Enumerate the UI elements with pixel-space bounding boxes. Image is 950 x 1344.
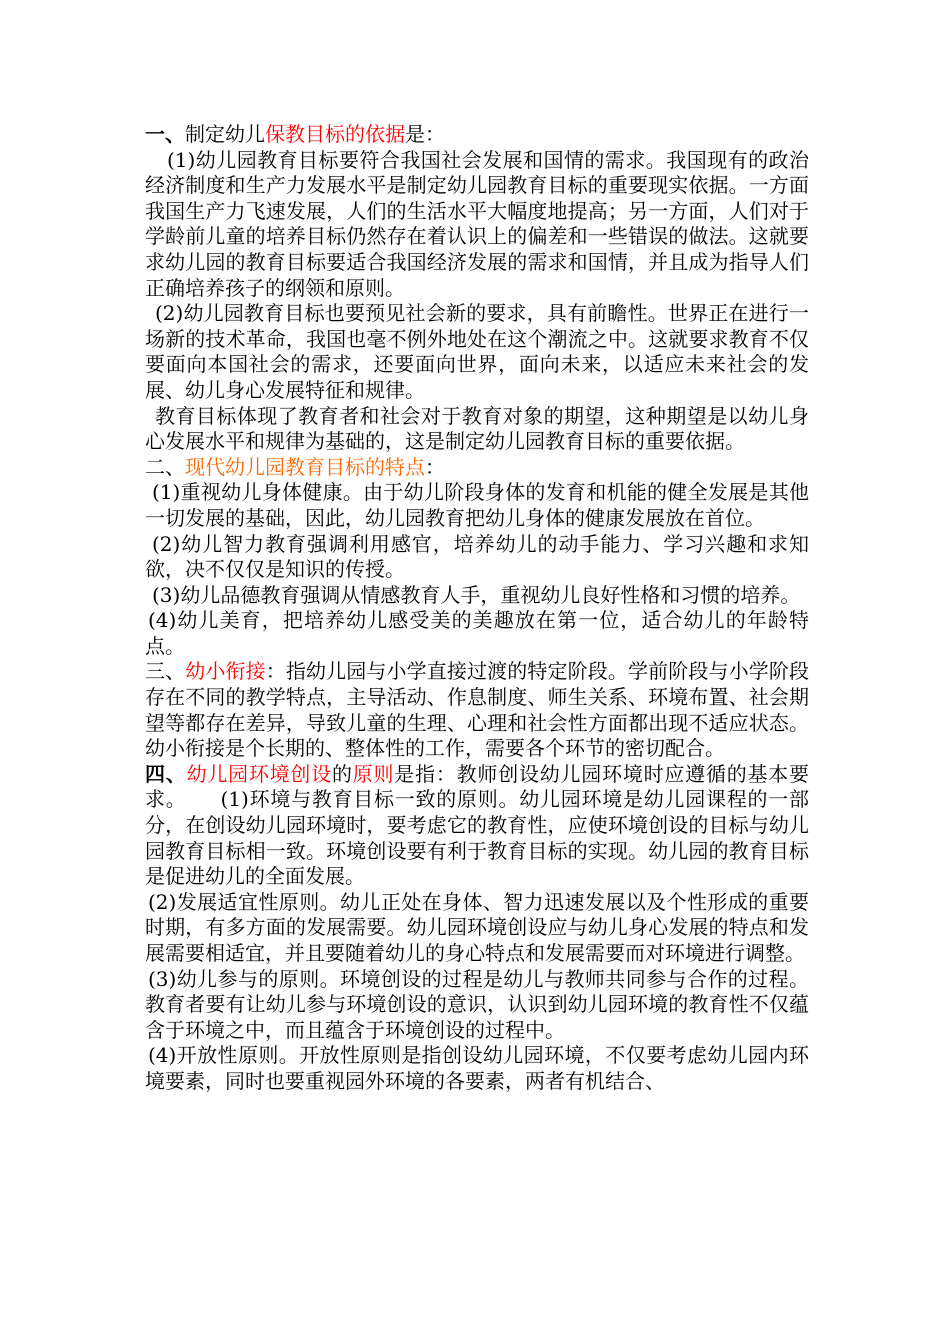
section-2-paragraph-4 (145, 608, 809, 659)
section-4-heading-highlight-2: 原则 (352, 761, 395, 786)
section-2-paragraph-4-text: (4)幼儿美育，把培养幼儿感受美的美趣放在第一位，适合幼儿的年龄特点。 (145, 608, 809, 658)
section-4-paragraph-3 (145, 967, 809, 1044)
section-3-number: 三、 (145, 659, 186, 684)
section-1-paragraph-3 (145, 404, 809, 455)
section-2-paragraph-1 (145, 480, 809, 531)
section-1-heading (145, 122, 809, 148)
section-3-text: ：指幼儿园与小学直接过渡的特定阶段。学前阶段与小学阶段存在不同的教学特点，主导活动、作息制度、师生关系、环境布置、社会期望等都存在差异，导致儿童的生理、心理和社会性方面都出现不适应状态。幼小衔接是个长期的、整体性的工作，需要各个环节的密切配合。 (145, 659, 809, 761)
section-3-heading-highlight: 幼小衔接 (185, 659, 266, 684)
section-2-heading (145, 455, 809, 481)
section-1-paragraph-2 (145, 301, 809, 403)
section-2-heading-highlight: 现代幼儿园教育目标的特点 (185, 454, 425, 479)
section-4-paragraph-1-text: (1)环境与教育目标一致的原则。幼儿园环境是幼儿园课程的一部分，在创设幼儿园环境时，要考虑它的教育性，应使环境创设的目标与幼儿园教育目标相一致。环境创设要有利于教育目标的实现。幼儿园的教育目标是促进幼儿的全面发展。 (145, 787, 809, 889)
section-1-number: 一、 (145, 122, 185, 146)
section-1-paragraph-2-text: (2)幼儿园教育目标也要预见社会新的要求，具有前瞻性。世界正在进行一场新的技术革命，我国也毫不例外地处在这个潮流之中。这就要求教育不仅要面向本国社会的需求，还要面向世界，面向未来，以适应未来社会的发展、幼儿身心发展特征和规律。 (145, 301, 809, 402)
section-2-paragraph-3-text: (3)幼儿品德教育强调从情感教育人手，重视幼儿良好性格和习惯的培养。 (152, 582, 801, 607)
document-body (145, 122, 809, 1095)
section-1-heading-pre: 制定幼儿 (185, 122, 265, 146)
section-4-paragraph-2 (145, 890, 809, 967)
section-4-paragraph-1 (145, 762, 809, 890)
section-4-paragraph-2-text: (2)发展适宜性原则。幼儿正处在身体、智力迅速发展以及个性形成的重要时期，有多方面的发展需要。幼儿园环境创设应与幼儿身心发展的特点和发展需要相适宜，并且要随着幼儿的身心特点和发展需要而对环境进行调整。 (145, 889, 809, 965)
section-4-paragraph-4-text: (4)开放性原则。开放性原则是指创设幼儿园环境，不仅要考虑幼儿园内环境要素，同时也要重视园外环境的各要素，两者有机结合、 (145, 1043, 809, 1093)
section-1-paragraph-1-text: (1)幼儿园教育目标要符合我国社会发展和国情的需求。我国现有的政治经济制度和生产力发展水平是制定幼儿园教育目标的重要现实依据。一方面我国生产力飞速发展，人们的生活水平大幅度地提高；另一方面，人们对于学龄前儿童的培养目标仍然存在着认识上的偏差和一些错误的做法。这就要求幼儿园的教育目标要适合我国经济发展的需求和国情，并且成为指导人们正确培养孩子的纲领和原则。 (145, 147, 809, 300)
section-2-heading-post: ： (425, 454, 445, 479)
section-3-paragraph (145, 659, 809, 761)
section-4-heading-highlight-1: 幼儿园环境创设 (186, 761, 332, 786)
section-4-paragraph-3-text: (3)幼儿参与的原则。环境创设的过程是幼儿与教师共同参与合作的过程。教育者要有让幼儿参与环境创设的意识，认识到幼儿园环境的教育性不仅蕴含于环境之中，而且蕴含于环境创设的过程中。 (145, 966, 809, 1042)
section-1-paragraph-3-text: 教育目标体现了教育者和社会对于教育对象的期望，这种期望是以幼儿身心发展水平和规律为基础的，这是制定幼儿园教育目标的重要依据。 (145, 403, 809, 454)
section-1-heading-highlight: 保教目标的依据 (265, 122, 405, 146)
section-1-heading-post: 是： (405, 122, 445, 146)
section-4-number: 四、 (145, 761, 187, 786)
section-4-heading-post: 是指：教师创设幼儿园环境时应遵循的基本要求。 (145, 761, 810, 812)
section-4-paragraph-4 (145, 1043, 809, 1094)
section-2-paragraph-2 (145, 532, 809, 583)
section-1-paragraph-1 (145, 148, 809, 302)
section-2-paragraph-2-text: (2)幼儿智力教育强调利用感官，培养幼儿的动手能力、学习兴趣和求知欲，决不仅仅是知识的传授。 (145, 531, 809, 582)
section-2-paragraph-1-text: (1)重视幼儿身体健康。由于幼儿阶段身体的发育和机能的健全发展是其他一切发展的基础，因此，幼儿园教育把幼儿身体的健康发展放在首位。 (145, 480, 809, 530)
section-2-number: 二、 (145, 454, 185, 479)
section-2-paragraph-3 (145, 583, 809, 609)
section-4-heading-mid: 的 (331, 761, 353, 786)
